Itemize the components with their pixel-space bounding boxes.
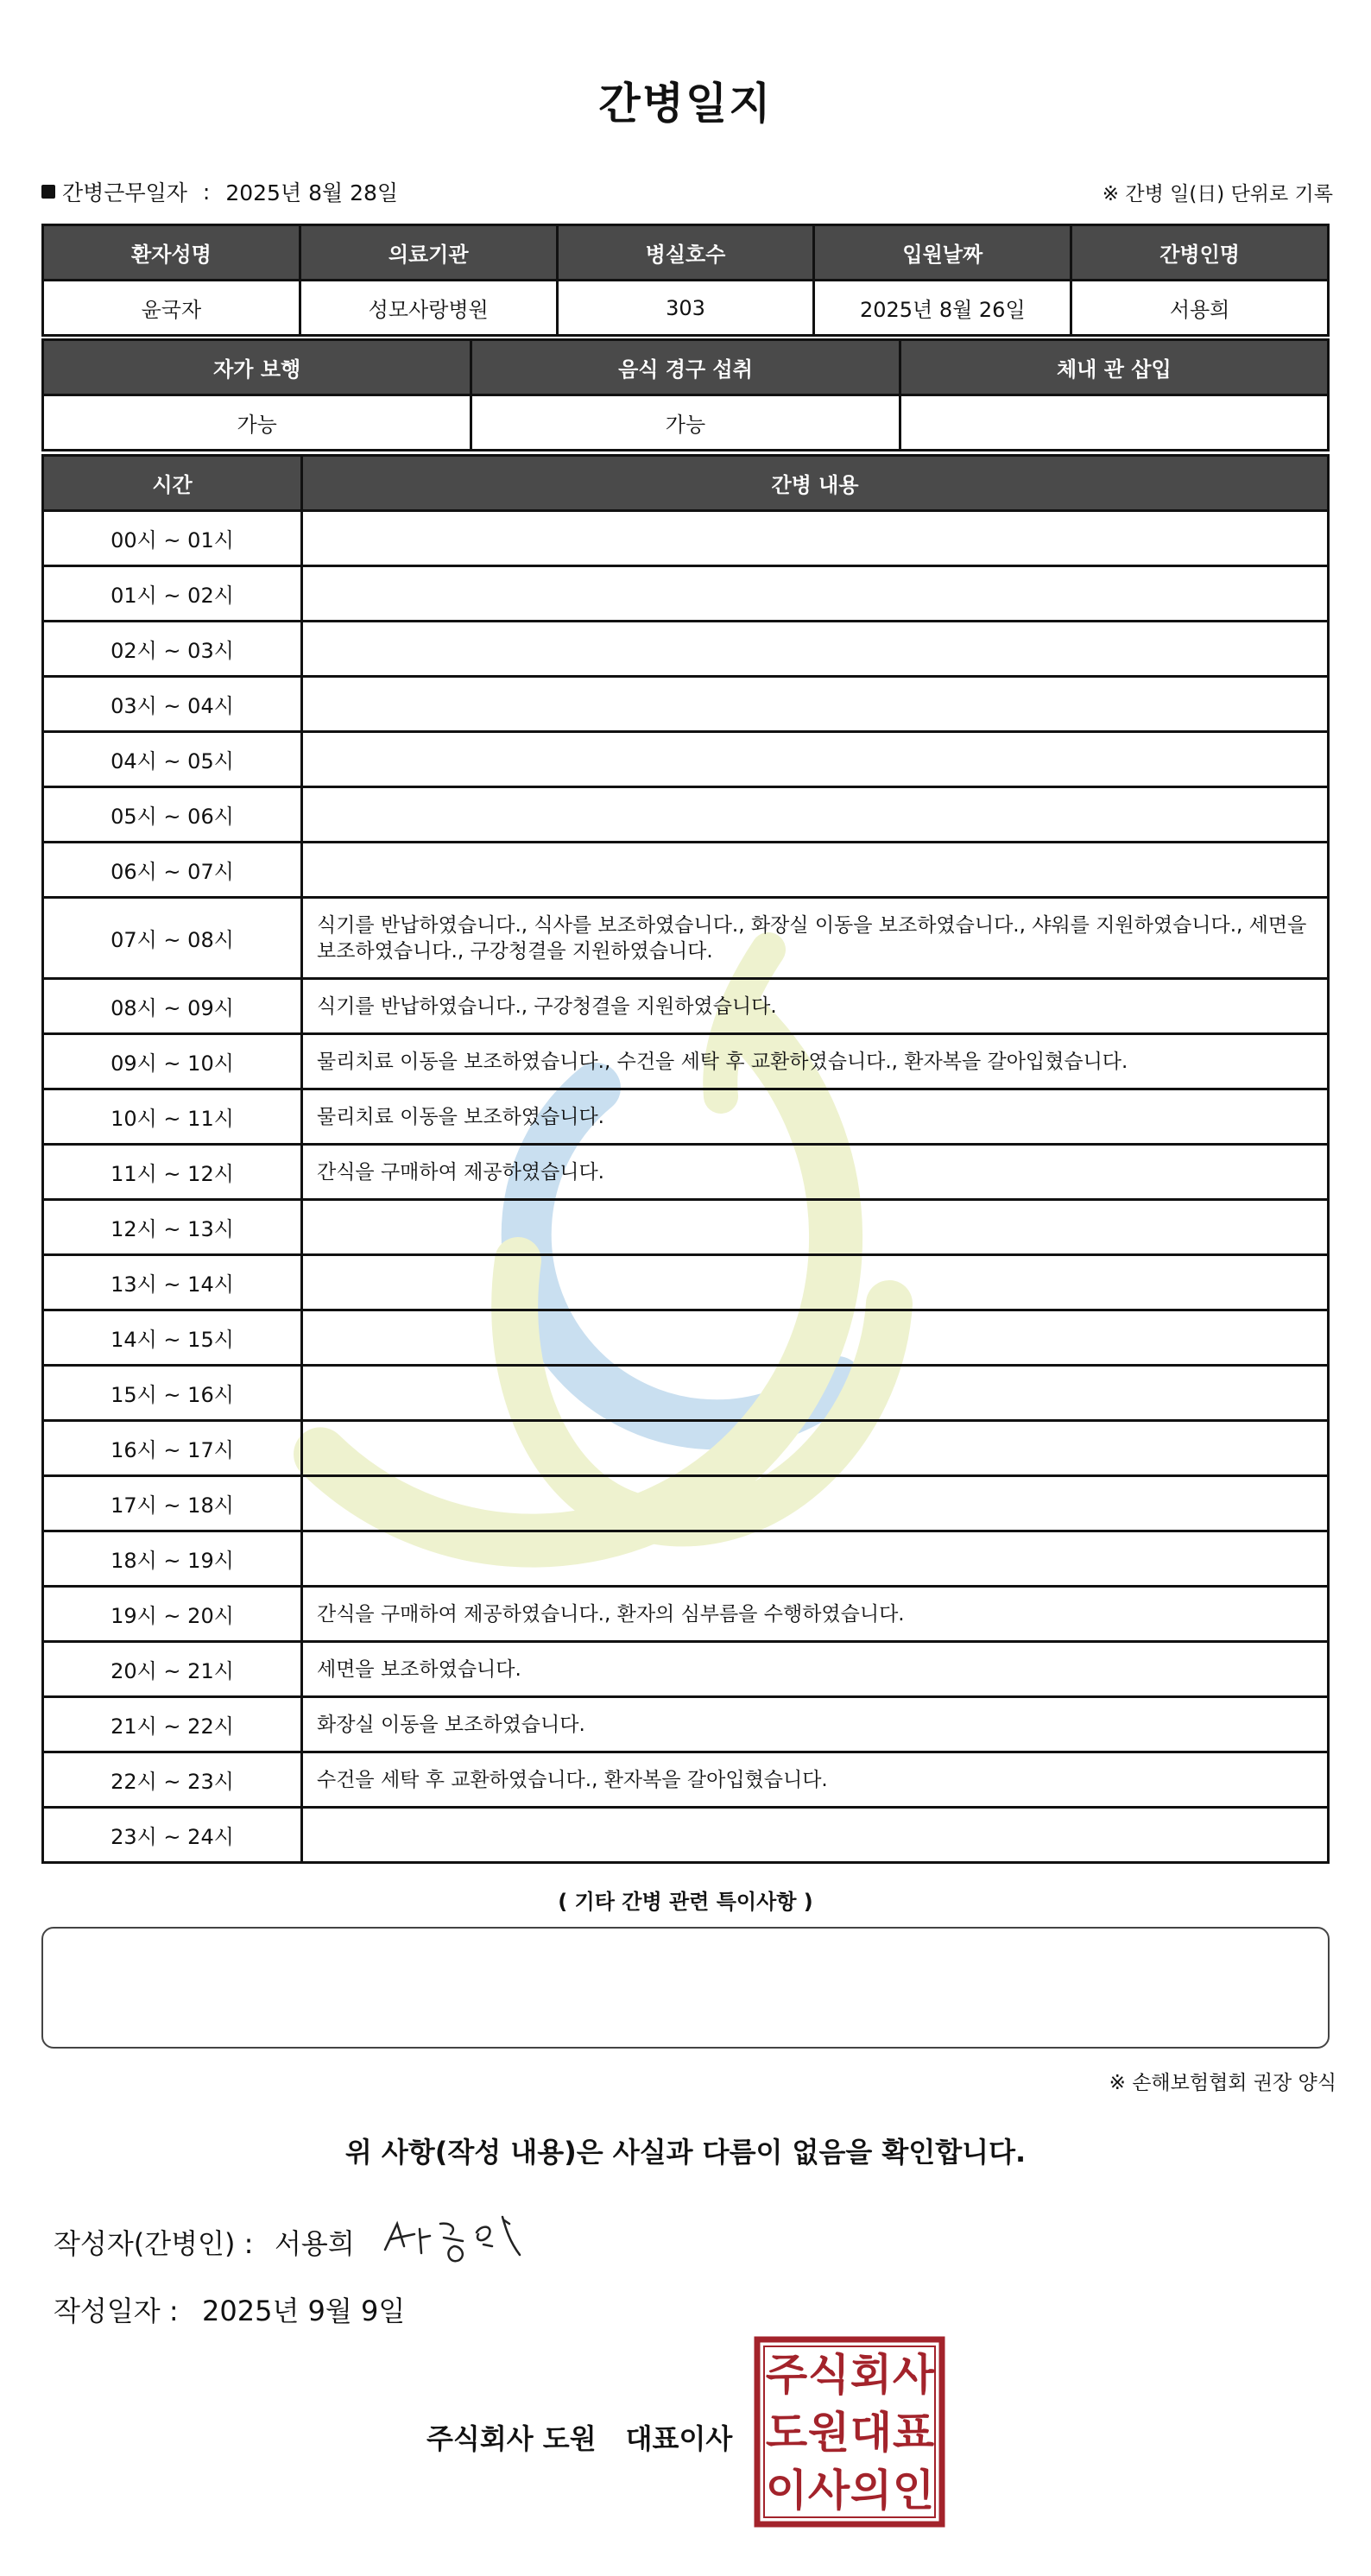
schedule-row xyxy=(43,1642,1329,1697)
schedule-row xyxy=(43,1808,1329,1863)
schedule-content xyxy=(302,787,1329,843)
schedule-row xyxy=(43,1531,1329,1587)
company-seal-stamp xyxy=(754,2336,945,2528)
writer-row xyxy=(54,2222,355,2262)
schedule-content xyxy=(302,1200,1329,1255)
write-date-row xyxy=(54,2289,405,2329)
schedule-row xyxy=(43,1255,1329,1310)
status-header-tube: 체내 관 삽입 xyxy=(900,340,1328,395)
care-schedule-table xyxy=(41,454,1330,1864)
company-signature-line xyxy=(426,2417,732,2457)
work-date-value: 2025년 8월 28일 xyxy=(225,180,399,205)
info-header-admission-date: 입원날짜 xyxy=(814,225,1071,281)
schedule-row xyxy=(43,1034,1329,1089)
status-tube xyxy=(900,395,1328,451)
info-header-caregiver: 간병인명 xyxy=(1071,225,1329,281)
daily-record-note: ※ 간병 일(日) 단위로 기록 xyxy=(1102,183,1333,205)
schedule-time: 21시 ~ 22시 xyxy=(43,1697,302,1752)
schedule-time: 20시 ~ 21시 xyxy=(43,1642,302,1697)
schedule-time: 07시 ~ 08시 xyxy=(43,898,302,979)
schedule-row xyxy=(43,1697,1329,1752)
seal-character: 표 xyxy=(892,2408,935,2458)
schedule-content: 식기를 반납하였습니다., 구강청결을 지원하였습니다. xyxy=(302,979,1329,1034)
schedule-row xyxy=(43,1089,1329,1145)
schedule-content: 물리치료 이동을 보조하였습니다., 수건을 세탁 후 교환하였습니다., 환자복을 갈아입혔습니다. xyxy=(302,1034,1329,1089)
schedule-time: 04시 ~ 05시 xyxy=(43,732,302,787)
work-date-separator: : xyxy=(202,179,211,205)
schedule-row xyxy=(43,1200,1329,1255)
schedule-header-time: 시간 xyxy=(43,456,302,511)
seal-character: 사 xyxy=(807,2466,850,2516)
schedule-time: 15시 ~ 16시 xyxy=(43,1366,302,1421)
work-date-row xyxy=(41,176,398,207)
company-name: 주식회사 도원 xyxy=(426,2422,597,2455)
status-walking: 가능 xyxy=(43,395,471,451)
status-header-walking: 자가 보행 xyxy=(43,340,471,395)
schedule-time: 06시 ~ 07시 xyxy=(43,843,302,898)
info-hospital: 성모사랑병원 xyxy=(300,281,557,336)
schedule-content: 물리치료 이동을 보조하였습니다. xyxy=(302,1089,1329,1145)
schedule-content xyxy=(302,843,1329,898)
writer-name: 서용희 xyxy=(275,2227,355,2260)
schedule-row xyxy=(43,1145,1329,1200)
schedule-row xyxy=(43,677,1329,732)
schedule-row xyxy=(43,732,1329,787)
write-date-value: 2025년 9월 9일 xyxy=(202,2295,406,2327)
schedule-time: 10시 ~ 11시 xyxy=(43,1089,302,1145)
status-header-oral-intake: 음식 경구 섭취 xyxy=(471,340,900,395)
schedule-row xyxy=(43,1421,1329,1476)
writer-label: 작성자(간병인) : xyxy=(54,2227,254,2260)
info-header-hospital: 의료기관 xyxy=(300,225,557,281)
info-admission-date: 2025년 8월 26일 xyxy=(814,281,1071,336)
schedule-row xyxy=(43,979,1329,1034)
schedule-content: 세면을 보조하였습니다. xyxy=(302,1642,1329,1697)
patient-info-table xyxy=(41,224,1330,337)
schedule-time: 19시 ~ 20시 xyxy=(43,1587,302,1642)
schedule-content xyxy=(302,511,1329,566)
schedule-content xyxy=(302,677,1329,732)
schedule-content xyxy=(302,622,1329,677)
schedule-time: 14시 ~ 15시 xyxy=(43,1310,302,1366)
schedule-time: 18시 ~ 19시 xyxy=(43,1531,302,1587)
schedule-time: 17시 ~ 18시 xyxy=(43,1476,302,1531)
patient-status-table xyxy=(41,338,1330,451)
info-patient-name: 윤국자 xyxy=(43,281,300,336)
schedule-row xyxy=(43,1476,1329,1531)
schedule-row xyxy=(43,1752,1329,1808)
schedule-content xyxy=(302,1531,1329,1587)
schedule-content xyxy=(302,1476,1329,1531)
schedule-content: 수건을 세탁 후 교환하였습니다., 환자복을 갈아입혔습니다. xyxy=(302,1752,1329,1808)
info-caregiver: 서용희 xyxy=(1071,281,1329,336)
info-room: 303 xyxy=(557,281,814,336)
seal-character: 의 xyxy=(850,2466,893,2516)
schedule-row xyxy=(43,511,1329,566)
schedule-row xyxy=(43,566,1329,622)
schedule-content xyxy=(302,1366,1329,1421)
schedule-content xyxy=(302,1808,1329,1863)
schedule-time: 16시 ~ 17시 xyxy=(43,1421,302,1476)
schedule-content: 간식을 구매하여 제공하였습니다., 환자의 심부름을 수행하였습니다. xyxy=(302,1587,1329,1642)
schedule-content: 식기를 반납하였습니다., 식사를 보조하였습니다., 화장실 이동을 보조하였습니다., 샤워를 지원하였습니다., 세면을 보조하였습니다., 구강청결을 지원하였습니다. xyxy=(302,898,1329,979)
seal-character: 주 xyxy=(765,2350,808,2400)
schedule-time: 22시 ~ 23시 xyxy=(43,1752,302,1808)
schedule-time: 13시 ~ 14시 xyxy=(43,1255,302,1310)
status-oral-intake: 가능 xyxy=(471,395,900,451)
schedule-content xyxy=(302,1310,1329,1366)
schedule-row xyxy=(43,1310,1329,1366)
seal-character: 도 xyxy=(765,2408,808,2458)
info-header-patient-name: 환자성명 xyxy=(43,225,300,281)
seal-character: 대 xyxy=(850,2408,893,2458)
schedule-row xyxy=(43,1366,1329,1421)
seal-character: 식 xyxy=(807,2350,850,2400)
seal-character: 회 xyxy=(850,2350,893,2400)
schedule-content: 간식을 구매하여 제공하였습니다. xyxy=(302,1145,1329,1200)
schedule-time: 11시 ~ 12시 xyxy=(43,1145,302,1200)
write-date-label: 작성일자 : xyxy=(54,2295,179,2327)
schedule-row xyxy=(43,898,1329,979)
schedule-row xyxy=(43,843,1329,898)
schedule-content xyxy=(302,1421,1329,1476)
schedule-content xyxy=(302,732,1329,787)
schedule-time: 03시 ~ 04시 xyxy=(43,677,302,732)
schedule-row xyxy=(43,622,1329,677)
seal-character: 인 xyxy=(892,2466,935,2516)
notes-title: ( 기타 간병 관련 특이사항 ) xyxy=(558,1890,813,1914)
schedule-time: 02시 ~ 03시 xyxy=(43,622,302,677)
seal-character: 사 xyxy=(892,2350,935,2400)
schedule-time: 12시 ~ 13시 xyxy=(43,1200,302,1255)
schedule-header-content: 간병 내용 xyxy=(302,456,1329,511)
schedule-time: 09시 ~ 10시 xyxy=(43,1034,302,1089)
notes-box xyxy=(41,1927,1330,2049)
seal-character: 원 xyxy=(807,2408,850,2458)
work-date-label: 간병근무일자 xyxy=(62,180,187,205)
schedule-row xyxy=(43,1587,1329,1642)
schedule-time: 00시 ~ 01시 xyxy=(43,511,302,566)
handwritten-signature xyxy=(380,2212,527,2269)
schedule-content xyxy=(302,566,1329,622)
schedule-row xyxy=(43,787,1329,843)
schedule-time: 23시 ~ 24시 xyxy=(43,1808,302,1863)
confirmation-statement: 위 사항(작성 내용)은 사실과 다름이 없음을 확인합니다. xyxy=(344,2136,1027,2169)
schedule-time: 01시 ~ 02시 xyxy=(43,566,302,622)
document-title: 간병일지 xyxy=(598,79,773,129)
seal-character: 이 xyxy=(765,2466,808,2516)
bullet-square-icon xyxy=(41,185,55,199)
company-representative-title: 대표이사 xyxy=(625,2422,733,2455)
schedule-time: 08시 ~ 09시 xyxy=(43,979,302,1034)
schedule-content: 화장실 이동을 보조하였습니다. xyxy=(302,1697,1329,1752)
info-header-room: 병실호수 xyxy=(557,225,814,281)
schedule-time: 05시 ~ 06시 xyxy=(43,787,302,843)
schedule-content xyxy=(302,1255,1329,1310)
form-note: ※ 손해보험협회 권장 양식 xyxy=(1109,2072,1336,2094)
